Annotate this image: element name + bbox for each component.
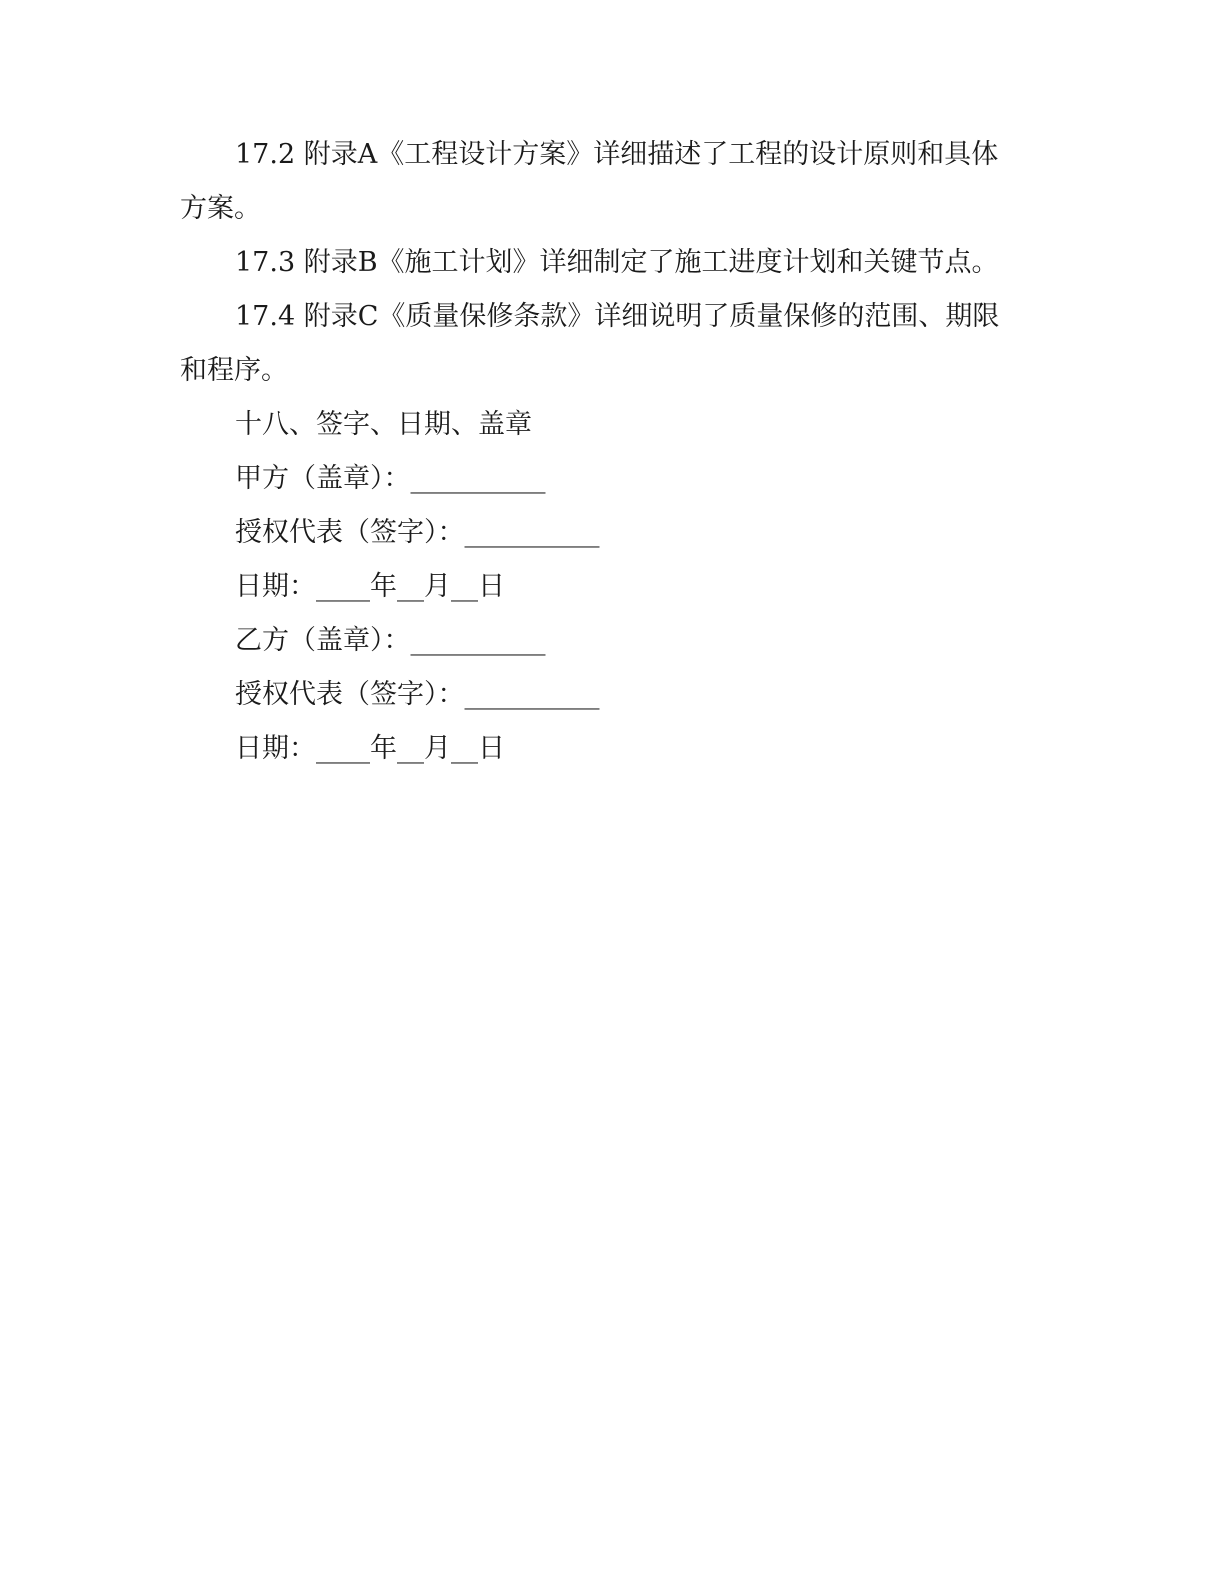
party-a-representative-line: 授权代表（签字）：__________ xyxy=(235,517,600,548)
document-body xyxy=(180,128,1020,776)
clause-17-4: 17.4 附录C《质量保修条款》详细说明了质量保修的范围、期限和程序。 xyxy=(180,301,1000,386)
section-heading-signature: 十八、签字、日期、盖章 xyxy=(235,409,532,440)
party-a-date-line: 日期：____年__月__日 xyxy=(235,571,505,602)
party-a-seal-line: 甲方（盖章）：__________ xyxy=(235,463,546,494)
party-b-date-line: 日期：____年__月__日 xyxy=(235,733,505,764)
clause-17-2: 17.2 附录A《工程设计方案》详细描述了工程的设计原则和具体方案。 xyxy=(180,139,999,224)
party-b-representative-line: 授权代表（签字）：__________ xyxy=(235,679,600,710)
party-b-seal-line: 乙方（盖章）：__________ xyxy=(235,625,546,656)
clause-17-3: 17.3 附录B《施工计划》详细制定了施工进度计划和关键节点。 xyxy=(235,247,999,278)
